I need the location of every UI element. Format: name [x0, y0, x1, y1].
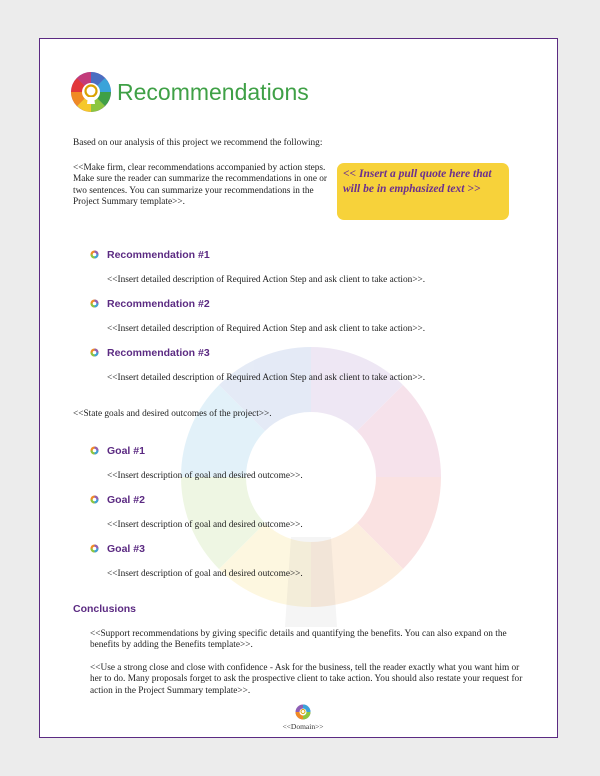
footer-logo-icon: [295, 704, 311, 720]
bullet-icon: [90, 348, 99, 357]
bullet-icon: [90, 495, 99, 504]
goal-2-text: <<Insert description of goal and desired outcome>>.: [107, 520, 303, 530]
recommendation-2-text: <<Insert detailed description of Required Action Step and ask client to take action>>.: [107, 324, 426, 334]
lead-paragraph: <<Make firm, clear recommendations accompanied by action steps. Make sure the reader can summarize the recommendations in one or two sentences. You can summarize your recommendations in the Project Summary template>>.: [73, 163, 328, 208]
recommendation-3-text: <<Insert detailed description of Required Action Step and ask client to take action>>.: [107, 373, 426, 383]
goal-2-heading: Goal #2: [107, 494, 145, 506]
footer-domain: <<Domain>>: [282, 722, 324, 731]
intro-text: Based on our analysis of this project we recommend the following:: [73, 138, 323, 148]
document-page: [39, 38, 558, 738]
conclusions-paragraph-2: <<Use a strong close and close with confidence - Ask for the business, tell the reader exactly what you want him or her to do. Many proposals forget to ask the prospective client to take action. You should also restate your request for action in the Project Summary template>>.: [90, 663, 523, 696]
recommendation-1-heading: Recommendation #1: [107, 249, 210, 261]
conclusions-paragraph-1: <<Support recommendations by giving specific details and quantifying the benefits. You can also expand on the benefits by adding the Benefits template>>.: [90, 629, 507, 651]
goal-3-heading: Goal #3: [107, 543, 145, 555]
bullet-icon: [90, 299, 99, 308]
pull-quote: << Insert a pull quote here that will be in emphasized text >>: [337, 163, 509, 220]
recommendation-3-heading: Recommendation #3: [107, 347, 210, 359]
goal-3-text: <<Insert description of goal and desired outcome>>.: [107, 569, 303, 579]
goals-intro-text: <<State goals and desired outcomes of the project>>.: [73, 409, 272, 419]
goal-1-heading: Goal #1: [107, 445, 145, 457]
logo-icon: [70, 71, 112, 113]
conclusions-heading: Conclusions: [73, 603, 137, 615]
bullet-icon: [90, 544, 99, 553]
recommendation-2-heading: Recommendation #2: [107, 298, 210, 310]
page-title: Recommendations: [117, 79, 309, 105]
recommendation-1-text: <<Insert detailed description of Required Action Step and ask client to take action>>.: [107, 275, 426, 285]
bullet-icon: [90, 446, 99, 455]
goal-1-text: <<Insert description of goal and desired outcome>>.: [107, 471, 303, 481]
bullet-icon: [90, 250, 99, 259]
